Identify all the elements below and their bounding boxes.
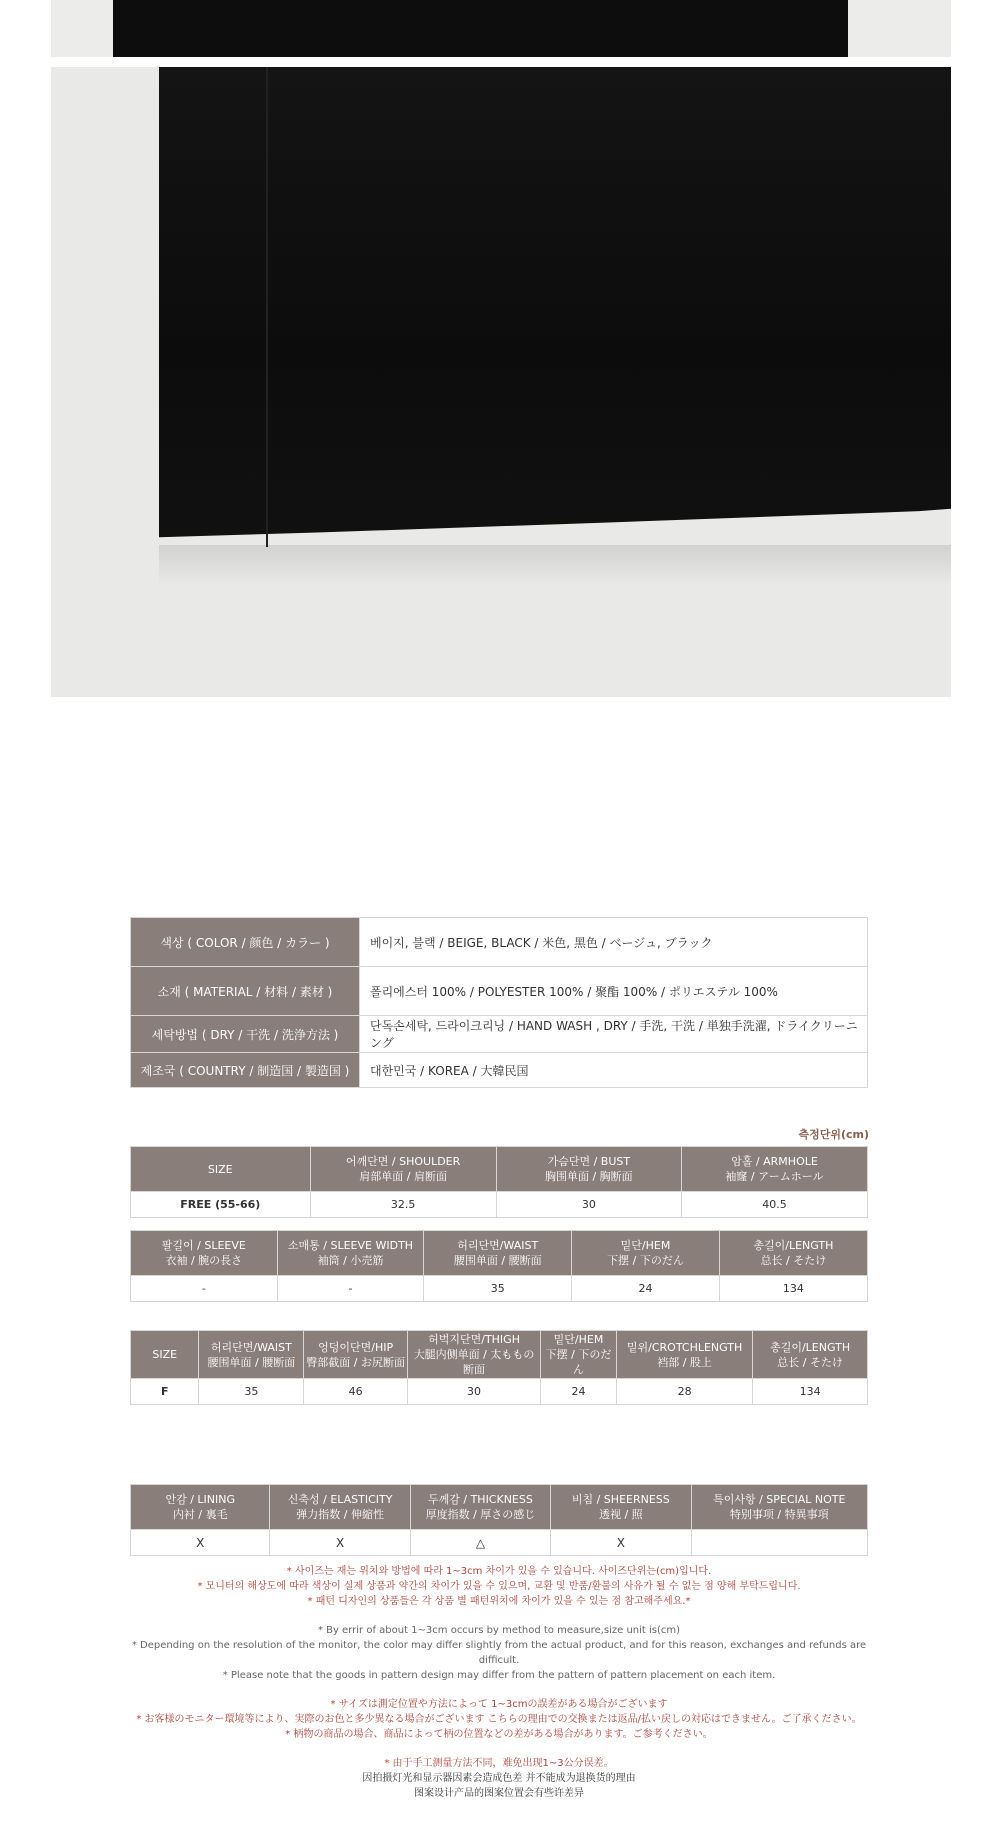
- info-row-wash: [131, 1016, 868, 1053]
- header-elasticity: 신축성 / ELASTICITY 弹力指数 / 伸縮性: [270, 1485, 410, 1530]
- elasticity-value: X: [270, 1530, 410, 1556]
- size-cell: 30: [408, 1379, 541, 1405]
- header-thickness: 두께감 / THICKNESS 厚度指数 / 厚さの感じ: [410, 1485, 550, 1530]
- notice-line: * 사이즈는 재는 위치와 방법에 따라 1~3cm 차이가 있을 수 있습니다. 사이즈단위는(cm)입니다.: [286, 1566, 712, 1577]
- header-sheerness: 비침 / SHEERNESS 透视 / 照: [551, 1485, 691, 1530]
- size-cell: 28: [616, 1379, 752, 1405]
- thickness-value: △: [410, 1530, 550, 1556]
- size-cell: FREE (55-66): [131, 1192, 311, 1218]
- size-cell: 134: [719, 1276, 867, 1302]
- measurement-unit-label: 측정단위(cm): [798, 1128, 869, 1141]
- info-label: 색상 ( COLOR / 颜色 / カラー ): [131, 918, 360, 967]
- header-special-note: 특이사항 / SPECIAL NOTE 特别事项 / 特異事項: [691, 1485, 867, 1530]
- notice-line: 因拍摄灯光和显示器因素会造成色差 并不能成为退换货的理由: [362, 1773, 636, 1784]
- size-cell: 46: [304, 1379, 408, 1405]
- info-label: 소재 ( MATERIAL / 材料 / 素材 ): [131, 967, 360, 1016]
- size-cell: 30: [496, 1192, 681, 1218]
- header-size: SIZE: [131, 1147, 311, 1192]
- lining-value: X: [131, 1530, 270, 1556]
- fabric-black-top: [113, 0, 848, 57]
- size-cell: 24: [541, 1379, 617, 1405]
- size-table-middle: [130, 1230, 868, 1302]
- size-table-bottom: [130, 1330, 868, 1405]
- header-hip: 엉덩이단면/HIP 臀部截面 / お尻断面: [304, 1331, 408, 1379]
- fabric-black-hem: [159, 67, 951, 542]
- product-photo-hem: [51, 67, 951, 697]
- header-size: SIZE: [131, 1331, 199, 1379]
- notice-line: * 由于手工测量方法不同，难免出现1~3公分误差。: [384, 1758, 614, 1769]
- size-cell: -: [277, 1276, 424, 1302]
- fabric-shadow: [159, 545, 951, 585]
- header-length: 총길이/LENGTH 总长 / そたけ: [719, 1231, 867, 1276]
- notice-section: [130, 1564, 868, 1801]
- notice-line: * 패턴 디자인의 상품들은 각 상품 별 패턴위치에 차이가 있을 수 있는 점 참고해주세요.*: [307, 1596, 691, 1607]
- fabric-property-table: [130, 1484, 868, 1556]
- header-crotch: 밑위/CROTCHLENGTH 裆部 / 股上: [616, 1331, 752, 1379]
- info-row-country: [131, 1053, 868, 1088]
- header-sleeve-width: 소매통 / SLEEVE WIDTH 袖筒 / 小売筋: [277, 1231, 424, 1276]
- header-armhole: 암홀 / ARMHOLE 袖窿 / アームホール: [682, 1147, 868, 1192]
- header-bust: 가슴단면 / BUST 胸围单面 / 胸断面: [496, 1147, 681, 1192]
- header-waist: 허리단면/WAIST 腰围单面 / 腰断面: [199, 1331, 304, 1379]
- header-thigh: 허벅지단면/THIGH 大腿内侧单面 / 太ももの断面: [408, 1331, 541, 1379]
- product-info-table: [130, 917, 868, 1088]
- size-cell: 32.5: [310, 1192, 496, 1218]
- notice-line: 图案设计产品的图案位置会有些许差异: [414, 1788, 584, 1799]
- header-sleeve: 팔길이 / SLEEVE 衣袖 / 腕の長さ: [131, 1231, 278, 1276]
- size-cell: 40.5: [682, 1192, 868, 1218]
- notice-en: [130, 1623, 868, 1683]
- notice-line: * Please note that the goods in pattern design may differ from the pattern of pattern placement on each item.: [222, 1670, 776, 1681]
- size-cell: 35: [199, 1379, 304, 1405]
- info-value: 베이지, 블랙 / BEIGE, BLACK / 米色, 黑色 / ベージュ, ブラック: [360, 918, 868, 967]
- size-cell: 24: [572, 1276, 720, 1302]
- notice-line: * 柄物の商品の場合、商品によって柄の位置などの差がある場合があります。ご参考ください。: [285, 1729, 713, 1740]
- notice-jp: [130, 1697, 868, 1742]
- notice-cn: [130, 1756, 868, 1801]
- size-cell: 35: [424, 1276, 572, 1302]
- header-lining: 안감 / LINING 内衬 / 裏毛: [131, 1485, 270, 1530]
- sheerness-value: X: [551, 1530, 691, 1556]
- info-row-color: [131, 918, 868, 967]
- fabric-seam: [266, 67, 268, 547]
- size-cell: F: [131, 1379, 199, 1405]
- header-length: 총길이/LENGTH 总长 / そたけ: [753, 1331, 868, 1379]
- notice-line: * サイズは測定位置や方法によって 1~3cmの誤差がある場合がございます: [330, 1699, 668, 1710]
- header-shoulder: 어깨단면 / SHOULDER 肩部单面 / 肩断面: [310, 1147, 496, 1192]
- size-cell: 134: [753, 1379, 868, 1405]
- info-value: 폴리에스터 100% / POLYESTER 100% / 聚酯 100% / ポリエステル 100%: [360, 967, 868, 1016]
- notice-line: * By errir of about 1~3cm occurs by method to measure,size unit is(cm): [317, 1625, 681, 1636]
- header-hem: 밑단/HEM 下摆 / 下のだん: [572, 1231, 720, 1276]
- info-label: 세탁방법 ( DRY / 干洗 / 洗浄方法 ): [131, 1016, 360, 1053]
- header-hem: 밑단/HEM 下摆 / 下のだん: [541, 1331, 617, 1379]
- notice-line: * 모니터의 해상도에 따라 색상이 실제 상품과 약간의 차이가 있을 수 있으며, 교환 및 반품/환불의 사유가 될 수 없는 점 양해 부탁드립니다.: [197, 1581, 801, 1592]
- header-waist: 허리단면/WAIST 腰围单面 / 腰断面: [424, 1231, 572, 1276]
- notice-line: * Depending on the resolution of the monitor, the color may differ slightly from the actual product, and for this reason, exchanges and refunds are difficult.: [131, 1640, 867, 1666]
- info-label: 제조국 ( COUNTRY / 制造国 / 製造国 ): [131, 1053, 360, 1088]
- info-value: 대한민국 / KOREA / 大韓民国: [360, 1053, 868, 1088]
- notice-kr: [130, 1564, 868, 1609]
- size-cell: -: [131, 1276, 278, 1302]
- info-row-material: [131, 967, 868, 1016]
- special-note-value: [691, 1530, 867, 1556]
- info-value: 단독손세탁, 드라이크리닝 / HAND WASH , DRY / 手洗, 干洗 / 単独手洗濯, ドライクリーニング: [360, 1016, 868, 1053]
- size-table-top: [130, 1146, 868, 1218]
- notice-line: * お客様のモニター環境等により、実際のお色と多少異なる場合がございます こちらの理由での交換または返品/払い戻しの対応はできません。ご了承ください。: [136, 1714, 862, 1725]
- product-photo-top: [51, 0, 951, 57]
